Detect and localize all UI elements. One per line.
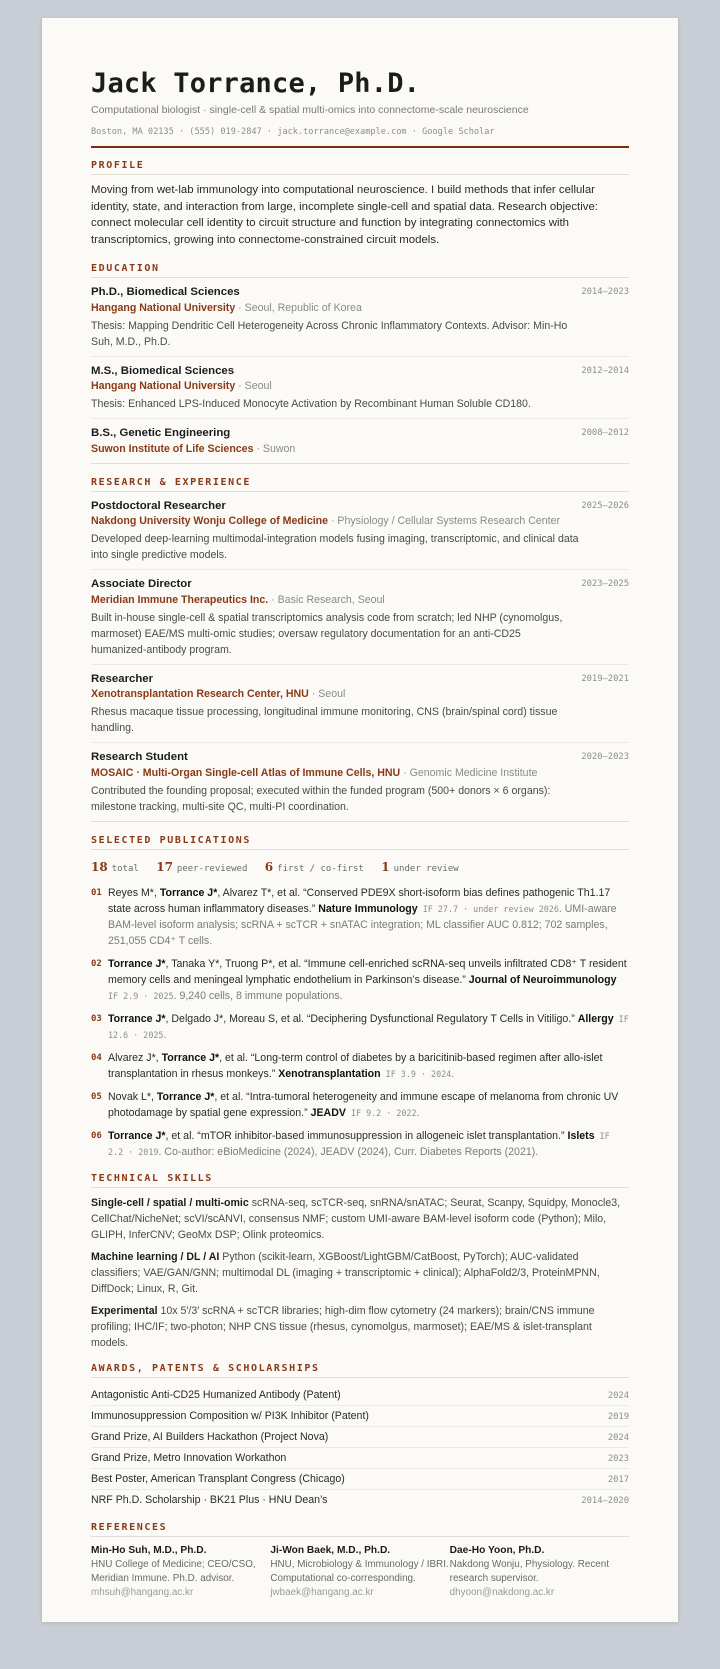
resume-content <box>91 154 629 1600</box>
entry-description: Developed deep-learning multimodal-integration models fusing imaging, transcriptomic, and clinical data into single predictive models. <box>91 533 579 561</box>
tagline: Computational biologist · single-cell & spatial multi-omics into connectome-scale neuroscience <box>91 104 529 116</box>
skill-text: 10x 5′/3′ scRNA + scTCR libraries; high-dim flow cytometry (24 markers); brain/CNS immune profiling; IHC/IF; two-photon; NHP CNS tissue (rhesus, cynomolgus, marmoset); EAE/MS & islet-transplant models. <box>91 1304 595 1349</box>
location: · Seoul, Republic of Korea <box>235 301 362 314</box>
skill-group <box>91 1303 629 1351</box>
section-title-skills: TECHNICAL SKILLS <box>91 1167 629 1188</box>
journal: Nature Immunology <box>318 902 418 915</box>
stat-peer-reviewed: 17 peer-reviewed <box>156 859 248 874</box>
impact-factor: IF 9.2 · 2022 <box>345 1107 417 1118</box>
award-name: NRF Ph.D. Scholarship · BK21 Plus · HNU Dean’s <box>91 1493 328 1506</box>
impact-factor: IF 2.2 · 2019 <box>108 1130 610 1157</box>
skill-label: Single-cell / spatial / multi-omic <box>91 1196 249 1209</box>
award-year: 2024 <box>607 1390 629 1401</box>
award-name: Antagonistic Anti-CD25 Humanized Antibody (Patent) <box>91 1388 341 1401</box>
publication-item: 06 Torrance J*, et al. “mTOR inhibitor-based immunosuppression in allogeneic islet transplantation.” Islets IF 2.2 · 2019. Co-author: eBioMedicine (2024), JEADV (2024), Curr. Diabetes Reports (2021). <box>91 1129 610 1158</box>
award-item <box>91 1448 629 1469</box>
institution: Hangang National University <box>91 380 236 392</box>
publication-stats <box>91 860 629 874</box>
department: · Seoul <box>308 688 346 700</box>
self-author: Torrance J* <box>156 1090 215 1103</box>
location: · Suwon <box>253 442 296 455</box>
self-author: Torrance J* <box>161 1051 220 1064</box>
journal: Islets <box>567 1129 595 1142</box>
education-entry <box>91 364 629 420</box>
contact-line: Boston, MA 02135 · (555) 019-2847 · jack.torrance@example.com · Google Scholar <box>91 127 495 137</box>
role-title: Research Student <box>91 751 188 763</box>
reference-name: Dae-Ho Yoon, Ph.D. <box>449 1544 545 1556</box>
organization: Xenotransplantation Research Center, HNU <box>91 688 309 700</box>
publication-item: 03 Torrance J*, Delgado J*, Moreau S, et al. “Deciphering Dysfunctional Regulatory T Cells in Vitiligo.” Allergy IF 12.6 · 2025. <box>91 1012 629 1041</box>
award-year: 2017 <box>607 1474 629 1485</box>
entry-org-line <box>91 301 629 316</box>
self-author: Torrance J* <box>108 1012 166 1025</box>
candidate-name: Jack Torrance, Ph.D. <box>91 68 421 99</box>
institution: Suwon Institute of Life Sciences <box>91 442 254 455</box>
reference-name: Ji-Won Baek, M.D., Ph.D. <box>270 1544 391 1556</box>
skill-label: Machine learning / DL / AI <box>91 1250 220 1263</box>
section-title-research: RESEARCH & EXPERIENCE <box>91 471 629 492</box>
publication-number: 03 <box>91 1013 102 1024</box>
publication-number: 05 <box>91 1091 102 1102</box>
entry-org-line <box>91 766 629 781</box>
entry-org-line <box>91 687 629 702</box>
research-entry <box>91 750 629 822</box>
education-list <box>91 285 629 464</box>
award-item <box>91 1469 629 1490</box>
skills-list <box>91 1195 629 1351</box>
publication-item: 04 Alvarez J*, Torrance J*, et al. “Long-term control of diabetes by a baricitinib-based regimen after allo-islet transplantation in rhesus monkeys.” Xenotransplantation IF 3.9 · 2024. <box>91 1051 603 1080</box>
section-title-references: REFERENCES <box>91 1516 629 1537</box>
impact-factor: IF 2.9 · 2025 <box>108 990 174 1001</box>
organization: Meridian Immune Therapeutics Inc. <box>91 593 269 606</box>
impact-factor: IF 3.9 · 2024 <box>380 1068 452 1079</box>
reference-affiliation: HNU, Microbiology & Immunology / IBRI. Computational co-corresponding. <box>270 1558 449 1584</box>
education-entry <box>91 285 629 357</box>
award-item <box>91 1427 629 1448</box>
entry-date: 2019–2021 <box>581 673 629 684</box>
section-title-education: EDUCATION <box>91 257 629 278</box>
publication-item: 02 Torrance J*, Tanaka Y*, Truong P*, et al. “Immune cell-enriched scRNA-seq unveils infiltrated CD8⁺ T resident memory cells and meningeal lymphatic endothelium in Parkinson’s disease.” Journal of Neuroimmunology IF 2.9 · 2025. 9,240 cells, 8 immune populations. <box>91 957 627 1002</box>
resume-page <box>42 18 678 1622</box>
self-author: Torrance J* <box>108 1129 166 1142</box>
entry-description: Contributed the founding proposal; executed within the funded program (500+ donors × 6 organs): milestone tracking, multi-site QC, multi-PI coordination. <box>91 784 551 813</box>
stat-under-review: 1 under review <box>381 859 459 874</box>
department: · Basic Research, Seoul <box>268 593 385 606</box>
section-title-awards: AWARDS, PATENTS & SCHOLARSHIPS <box>91 1357 629 1378</box>
entry-org-line <box>91 593 629 608</box>
publication-list <box>91 885 629 1160</box>
entry-date: 2012–2014 <box>581 365 629 376</box>
award-year: 2023 <box>607 1453 629 1464</box>
reference-item <box>91 1544 270 1600</box>
department: · Physiology / Cellular Systems Research Center <box>328 515 560 527</box>
reference-email[interactable]: dhyoon@nakdong.ac.kr <box>449 1586 555 1598</box>
publication-item: 01 Reyes M*, Torrance J*, Alvarez T*, et al. “Conserved PDE9X short-isoform bias defines pathogenic Th1.17 state across human inflammatory diseases.” Nature Immunology IF 27.7 · under review 2026. UMI-aware BAM-level isoform analysis; scRNA + scTCR + snATAC integration; ML classifier AUC 0.812; 702 samples, 251,055 CD4⁺ T cells. <box>91 886 617 947</box>
awards-list <box>91 1385 629 1510</box>
skill-group <box>91 1249 629 1297</box>
journal: Allergy <box>577 1012 614 1025</box>
impact-factor: IF 27.7 · under review 2026 <box>417 903 559 914</box>
award-item <box>91 1406 629 1427</box>
entry-description: Built in-house single-cell & spatial transcriptomics analysis code from scratch; led NHP (cynomolgus, marmoset) EAE/MS multi-omic studies; oversaw regulatory documentation for an anti-CD25 humanized-antibody program. <box>91 611 563 656</box>
entry-description: Thesis: Enhanced LPS-Induced Monocyte Activation by Recombinant Human Soluble CD180. <box>91 398 531 410</box>
section-title-profile: PROFILE <box>91 154 629 175</box>
entry-date: 2025–2026 <box>581 500 629 511</box>
department: · Genomic Medicine Institute <box>400 766 538 779</box>
entry-date: 2020–2023 <box>581 752 629 762</box>
skill-group <box>91 1195 629 1243</box>
references-list <box>91 1544 629 1600</box>
stat-total: 18 total <box>91 859 139 874</box>
entry-date: 2023–2025 <box>581 579 629 589</box>
education-entry <box>91 426 629 464</box>
reference-email[interactable]: jwbaek@hangang.ac.kr <box>270 1586 374 1598</box>
award-item <box>91 1490 629 1510</box>
reference-email[interactable]: mhsuh@hangang.ac.kr <box>91 1586 194 1598</box>
entry-org-line <box>91 379 629 394</box>
entry-description: Rhesus macaque tissue processing, longitudinal immune monitoring, CNS (brain/spinal cord) tissue handling. <box>91 706 558 734</box>
skill-label: Experimental <box>91 1304 158 1317</box>
entry-date: 2014–2023 <box>581 287 629 297</box>
journal: JEADV <box>310 1106 346 1119</box>
self-author: Torrance J* <box>159 886 218 899</box>
research-entry <box>91 577 629 665</box>
reference-item <box>450 1544 629 1600</box>
skill-text: Python (scikit-learn, XGBoost/LightGBM/CatBoost, PyTorch); AUC-validated classifiers; VAE/GAN/GNN; multimodal DL (imaging + transcriptomic + clinical); AlphaFold2/3, ProteinMPNN, DiffDock; Linux, R, Git. <box>91 1250 600 1295</box>
entry-org-line <box>91 442 629 457</box>
degree-title: M.S., Biomedical Sciences <box>91 364 235 377</box>
research-entry <box>91 499 629 571</box>
award-name: Best Poster, American Transplant Congress (Chicago) <box>91 1472 345 1485</box>
publication-number: 06 <box>91 1130 102 1141</box>
award-name: Grand Prize, Metro Innovation Workathon <box>91 1451 287 1464</box>
entry-date: 2008–2012 <box>581 428 629 438</box>
publication-item: 05 Novak L*, Torrance J*, et al. “Intra-tumoral heterogeneity and immune escape of melanoma from chronic UV photodamage by spatial gene expression.” JEADV IF 9.2 · 2022. <box>91 1090 619 1119</box>
organization: Nakdong University Wonju College of Medicine <box>91 515 329 527</box>
role-title: Associate Director <box>91 578 192 590</box>
award-name: Grand Prize, AI Builders Hackathon (Project Nova) <box>91 1430 329 1443</box>
award-year: 2014–2020 <box>581 1495 629 1506</box>
role-title: Researcher <box>91 672 154 685</box>
reference-name: Min-Ho Suh, M.D., Ph.D. <box>91 1544 207 1556</box>
degree-title: B.S., Genetic Engineering <box>91 427 231 439</box>
stat-first-author: 6 first / co-first <box>264 859 364 874</box>
journal: Journal of Neuroimmunology <box>468 973 617 986</box>
profile-text: Moving from wet-lab immunology into computational neuroscience. I build methods that infer cellular identity, state, and interaction from large, incomplete single-cell and spatial data. Research objective: connect molecular cell identity to circuit structure and function by integrating connectomics with transcriptomics, growing into connectome-constrained circuit models. <box>91 184 598 246</box>
entry-description: Thesis: Mapping Dendritic Cell Heterogeneity Across Chronic Inflammatory Contexts. Advisor: Min-Ho Suh, M.D., Ph.D. <box>91 319 568 348</box>
reference-affiliation: Nakdong Wonju, Physiology. Recent research supervisor. <box>449 1558 610 1584</box>
skill-text: scRNA-seq, scTCR-seq, snRNA/snATAC; Seurat, Scanpy, Squidpy, Monocle3, CellChat/NicheNet; scVI/scANVI, consensus NMF; custom UMI-aware BAM-level isoform code (Python); Milo, GLIPH, InferCNV; GeoMx DSP; Olink proteomics. <box>91 1196 621 1241</box>
award-year: 2024 <box>607 1432 629 1443</box>
reference-item <box>270 1544 449 1600</box>
self-author: Torrance J* <box>108 957 166 970</box>
research-list <box>91 499 629 822</box>
role-title: Postdoctoral Researcher <box>91 499 226 512</box>
publication-number: 02 <box>91 958 102 969</box>
organization: MOSAIC · Multi-Organ Single-cell Atlas of Immune Cells, HNU <box>91 766 401 779</box>
entry-org-line <box>91 514 629 529</box>
publication-number: 01 <box>91 887 102 898</box>
header-divider <box>91 146 629 148</box>
publication-number: 04 <box>91 1052 102 1063</box>
section-title-publications: SELECTED PUBLICATIONS <box>91 829 629 850</box>
award-year: 2019 <box>607 1411 629 1422</box>
degree-title: Ph.D., Biomedical Sciences <box>91 286 240 298</box>
location: · Seoul <box>235 380 272 392</box>
award-name: Immunosuppression Composition w/ PI3K Inhibitor (Patent) <box>91 1409 369 1422</box>
reference-affiliation: HNU College of Medicine; CEO/CSO, Meridian Immune. Ph.D. advisor. <box>91 1558 256 1584</box>
journal: Xenotransplantation <box>278 1067 381 1080</box>
award-item <box>91 1385 629 1406</box>
institution: Hangang National University <box>91 301 236 314</box>
research-entry <box>91 672 629 744</box>
impact-factor: IF 12.6 · 2025 <box>108 1013 629 1040</box>
